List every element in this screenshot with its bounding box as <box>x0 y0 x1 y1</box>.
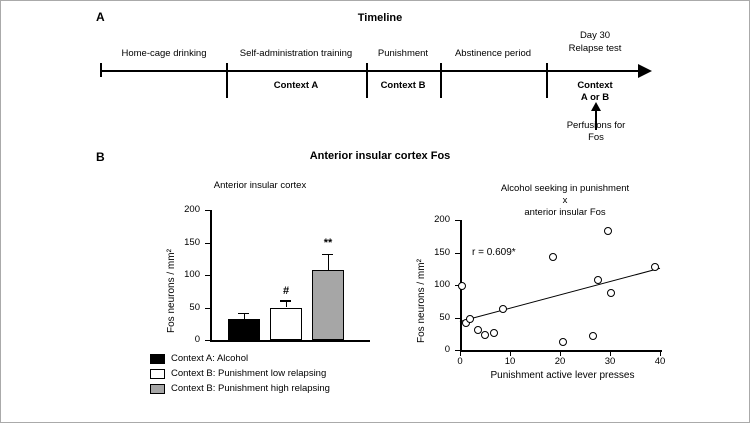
scatter-xlabel-0: 0 <box>457 356 463 367</box>
scatter-point <box>481 331 489 339</box>
bar-x-axis <box>210 340 370 342</box>
timeline-arrowhead <box>638 64 652 78</box>
scatter-r-annotation: r = 0.609* <box>472 247 516 258</box>
bar-chart-legend <box>150 352 400 397</box>
timeline-day30-label: Day 30 <box>579 30 611 41</box>
scatter-title-line2: x <box>562 195 568 206</box>
scatter-point <box>458 282 466 290</box>
timeline-phase-label-2: Punishment <box>377 48 429 59</box>
scatter-title-line3: anterior insular Fos <box>524 207 606 218</box>
legend-label-0: Context A: Alcohol <box>171 353 249 364</box>
bar-ytick-200 <box>205 210 210 211</box>
bar-y-axis-title: Fos neurons / mm² <box>166 249 177 333</box>
timeline-divider-3 <box>440 70 442 98</box>
bar-ylabel-50: 50 <box>189 301 200 313</box>
timeline-tick-0 <box>100 63 102 77</box>
bar-context-a <box>228 319 260 340</box>
bar-y-axis <box>210 210 212 342</box>
bar-context-b-high <box>312 270 344 340</box>
bar-errorbar-3 <box>328 254 329 270</box>
scatter-ytick-150 <box>455 253 460 254</box>
scatter-ylabel-0: 0 <box>444 344 450 355</box>
bar-errorcap-2 <box>280 300 291 301</box>
bar-ylabel-0: 0 <box>194 334 200 345</box>
legend-item-2 <box>150 382 400 397</box>
bar-annotation-stars: ** <box>323 237 333 249</box>
scatter-point <box>490 329 498 337</box>
legend-item-1 <box>150 367 400 382</box>
timeline-title: Timeline <box>357 12 403 24</box>
scatter-point <box>499 305 507 313</box>
scatter-x-axis-title: Punishment active lever presses <box>490 370 635 381</box>
legend-swatch-2 <box>150 384 165 394</box>
timeline-phase-label-0: Home-cage drinking <box>121 48 207 59</box>
timeline-phase-label-3: Abstinence period <box>454 48 532 59</box>
scatter-ylabel-200: 200 <box>434 214 450 225</box>
scatter-xlabel-30: 30 <box>604 356 616 367</box>
perfusions-label-line1: Perfusions for <box>566 120 626 131</box>
bar-annotation-hash: # <box>282 285 290 297</box>
scatter-point <box>594 276 602 284</box>
timeline-context-a: Context A <box>273 80 319 91</box>
panel-b-title: Anterior insular cortex Fos <box>309 150 451 162</box>
scatter-title-line1: Alcohol seeking in punishment <box>500 183 630 194</box>
scatter-point <box>607 289 615 297</box>
bar-ylabel-150: 150 <box>184 236 200 248</box>
scatter-y-axis-title: Fos neurons / mm² <box>416 259 427 343</box>
timeline-context-aorb-line1: Context <box>577 80 613 91</box>
legend-item-0 <box>150 352 400 367</box>
legend-label-2: Context B: Punishment high relapsing <box>171 383 330 394</box>
legend-swatch-0 <box>150 354 165 364</box>
bar-ytick-50 <box>205 308 210 309</box>
scatter-ylabel-100: 100 <box>434 279 450 290</box>
timeline-diagram <box>100 8 660 143</box>
scatter-xlabel-10: 10 <box>504 356 516 367</box>
bar-errorcap-1 <box>238 313 249 314</box>
legend-swatch-1 <box>150 369 165 379</box>
legend-label-1: Context B: Punishment low relapsing <box>171 368 327 379</box>
scatter-point <box>549 253 557 261</box>
scatter-xlabel-20: 20 <box>554 356 566 367</box>
scatter-chart <box>400 195 730 395</box>
bar-errorcap-3 <box>322 254 333 255</box>
bar-context-b-low <box>270 308 302 341</box>
bar-ylabel-100: 100 <box>184 269 200 280</box>
scatter-ylabel-150: 150 <box>434 246 450 258</box>
panel-b-letter: B <box>96 150 105 164</box>
timeline-phase-label-1: Self-administration training <box>239 48 353 59</box>
scatter-point <box>604 227 612 235</box>
panel-a-letter: A <box>96 10 105 24</box>
timeline-axis <box>100 70 640 72</box>
scatter-xlabel-40: 40 <box>654 356 666 367</box>
bar-ytick-150 <box>205 243 210 244</box>
timeline-divider-4 <box>546 70 548 98</box>
scatter-ytick-50 <box>455 318 460 319</box>
scatter-ylabel-50: 50 <box>439 311 450 323</box>
scatter-point <box>651 263 659 271</box>
bar-ytick-100 <box>205 275 210 276</box>
bar-chart-title: Anterior insular cortex <box>213 180 307 191</box>
perfusions-arrow-head <box>591 102 601 111</box>
perfusions-label-line2: Fos <box>588 132 604 143</box>
timeline-context-b: Context B <box>380 80 426 91</box>
scatter-point <box>466 315 474 323</box>
bar-ylabel-200: 200 <box>184 204 200 215</box>
scatter-regression-line <box>460 268 660 323</box>
scatter-point <box>589 332 597 340</box>
timeline-context-aorb-line2: A or B <box>580 92 610 103</box>
scatter-ytick-200 <box>455 220 460 221</box>
scatter-point <box>559 338 567 346</box>
bar-ytick-0 <box>205 340 210 341</box>
timeline-relapse-test-label: Relapse test <box>568 43 622 54</box>
